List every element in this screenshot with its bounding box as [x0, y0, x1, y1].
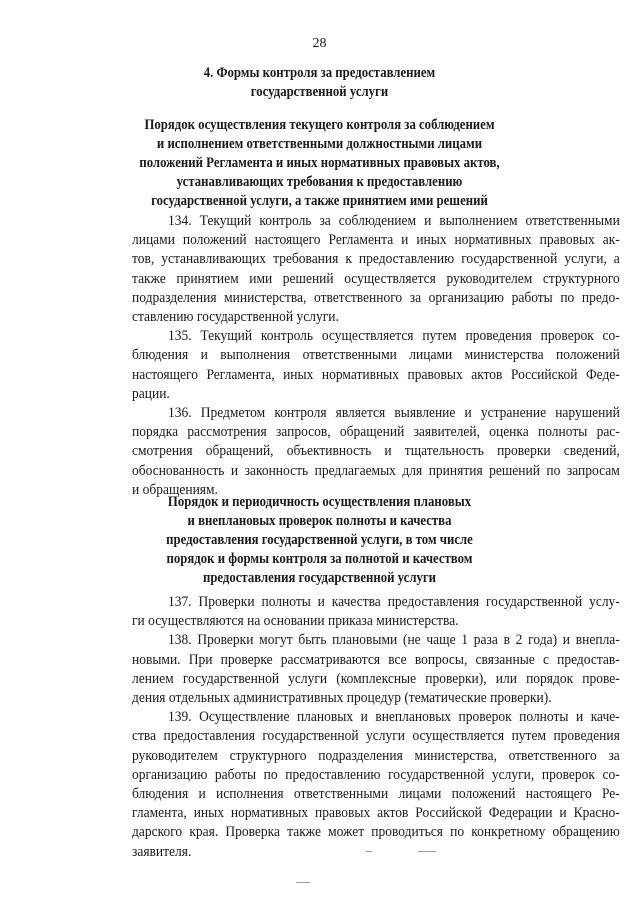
paragraph — [132, 212, 620, 327]
paragraph-line: 135. Текущий контроль осуществляется путем проведения проверок со- — [168, 328, 620, 345]
paragraph-line: новыми. При проверке рассматриваются все вопросы, связанные с предостав- — [132, 651, 620, 668]
subheading-current-control — [0, 116, 639, 211]
paragraph-line: тов, устанавливающих требования к предоставлению государственной услуги, а — [132, 251, 620, 268]
paragraph-line: блюдения и выполнения ответственными лицами министерства положений — [132, 347, 620, 364]
page-number: 28 — [312, 36, 327, 51]
subheading-line: предоставления государственной услуги, в том числе — [166, 532, 473, 548]
subheading-line: устанавливающих требования к предоставлению — [176, 174, 463, 190]
subheading-inspections — [0, 493, 639, 588]
subheading-line: Порядок и периодичность осуществления плановых — [167, 494, 472, 510]
subheading-line: порядок и формы контроля за полнотой и качеством — [166, 551, 473, 567]
subheading-line: положений Регламента и иных нормативных правовых актов, — [139, 155, 500, 171]
subheading-line: и исполнением ответственными должностными лицами — [156, 136, 483, 152]
paragraph — [132, 708, 620, 862]
paragraph-line: 134. Текущий контроль за соблюдением и выполнением ответственными — [168, 213, 620, 229]
section-title — [0, 64, 639, 102]
paragraph-line: порядка рассмотрения запросов, обращений заявителей, оценка полноты рас- — [132, 424, 620, 441]
paragraph — [132, 593, 620, 631]
paragraph-line: дения отдельных административных процедур (тематические проверки). — [132, 690, 552, 706]
paragraph-line: настоящего Регламента, иных нормативных правовых актов Российской Феде- — [132, 366, 620, 383]
section-title-line: 4. Формы контроля за предоставлением — [203, 65, 436, 81]
paragraph-line: также принятием ими решений осуществляется руководителем структурного — [132, 270, 620, 287]
scan-speck — [296, 882, 310, 883]
paragraph-line: заявителя. — [132, 843, 192, 860]
paragraph-line: 138. Проверки могут быть плановыми (не чаще 1 раза в 2 года) и внепла- — [168, 632, 620, 649]
subheading-line: предоставления государственной услуги — [202, 570, 437, 586]
section-title-line: государственной услуги — [250, 84, 389, 100]
paragraph-line: дарского края. Проверка также может проводиться по конкретному обращению — [132, 824, 620, 841]
subheading-line: и внеплановых проверок полноты и качества — [187, 513, 452, 529]
paragraph-line: 136. Предметом контроля является выявление и устранение нарушений — [168, 405, 620, 421]
paragraph-line: рации. — [132, 385, 170, 402]
subheading-line: Порядок осуществления текущего контроля за соблюдением — [144, 117, 495, 133]
paragraph-line: ги осуществляются на основании приказа министерства. — [132, 613, 459, 630]
paragraph-line: обоснованность и законность предлагаемых для принятия решений по запросам — [132, 462, 620, 479]
paragraph-line: организацию работы по предоставлению государственной услуги, проверок со- — [132, 766, 620, 783]
paragraph-line: руководителем структурного подразделения министерства, ответственного за — [132, 747, 620, 764]
paragraph — [132, 327, 620, 404]
paragraph-line: ства предоставления государственной услуги осуществляется путем проведения — [132, 728, 620, 745]
paragraph-line: 137. Проверки полноты и качества предоставления государственной услу- — [168, 594, 620, 610]
paragraph-line: ставлению государственной услуги. — [132, 309, 339, 326]
subheading-line: государственной услуги, а также принятием ими решений — [151, 193, 488, 209]
paragraph-line: смотрения обращений, объективность и тщательность проверки сведений, — [132, 443, 620, 460]
paragraph-line: лением государственной услуги (комплексные проверки), или порядок прове- — [132, 670, 620, 687]
paragraph-line: и обращениям. — [132, 481, 218, 498]
paragraph-line: лицами положений настоящего Регламента и иных нормативных правовых ак- — [132, 232, 620, 249]
paragraph-line: подразделения министерства, ответственного за организацию работы по предо- — [132, 289, 620, 306]
scan-speck — [418, 851, 436, 852]
paragraph-line: блюдения и исполнения ответственными лицами положений настоящего Ре- — [132, 786, 620, 802]
scan-speck — [366, 851, 372, 852]
paragraph — [132, 404, 620, 500]
paragraph-line: гламента, иных нормативных правовых актов Российской Федерации и Красно- — [132, 805, 620, 822]
paragraph — [132, 631, 620, 708]
paragraph-line: 139. Осуществление плановых и внеплановых проверок полноты и каче- — [168, 709, 620, 726]
